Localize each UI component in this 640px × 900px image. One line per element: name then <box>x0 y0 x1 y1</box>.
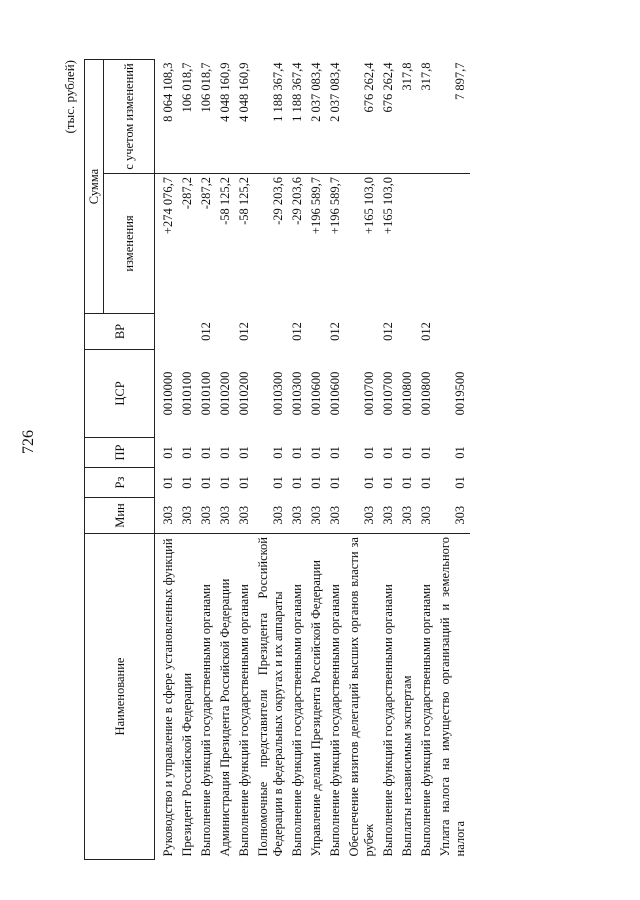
table-row <box>197 60 216 860</box>
row-change: -287,2 <box>180 177 195 210</box>
row-name: Президент Российской Федерации <box>178 534 197 860</box>
row-csr: 0019500 <box>453 371 468 416</box>
row-change: -29 203,6 <box>290 177 305 225</box>
row-csr: 0010800 <box>400 371 415 416</box>
row-change: -58 125,2 <box>218 177 233 225</box>
row-name: Выполнение функций государственными органами <box>417 534 436 860</box>
row-total: 2 037 083,4 <box>326 60 345 174</box>
row-vr <box>398 314 417 350</box>
table-body <box>155 60 471 860</box>
row-total: 2 037 083,4 <box>307 60 326 174</box>
table-row <box>254 60 288 860</box>
row-pr: 01 <box>218 446 233 459</box>
row-min: 303 <box>290 505 305 525</box>
row-min: 303 <box>419 505 434 525</box>
row-pr: 01 <box>362 446 377 459</box>
row-vr: 012 <box>419 322 434 341</box>
header-pr: ПР <box>85 438 155 468</box>
row-change: +165 103,0 <box>362 177 377 235</box>
units-caption: (тыс. рублей) <box>62 60 77 134</box>
row-csr: 0010200 <box>237 371 252 416</box>
header-vr: ВР <box>85 314 155 350</box>
table-row <box>345 60 379 860</box>
rotated-document-page <box>60 60 580 860</box>
row-name: Выполнение функций государственными органами <box>235 534 254 860</box>
row-vr <box>155 314 179 350</box>
row-min: 303 <box>328 505 343 525</box>
row-name: Обеспечение визитов делегаций высших органов власти за рубеж <box>345 534 379 860</box>
row-name: Администрация Президента Российской Федерации <box>216 534 235 860</box>
row-vr: 012 <box>290 322 305 341</box>
row-csr: 0010000 <box>161 371 176 416</box>
row-change: -287,2 <box>199 177 214 210</box>
row-change <box>398 174 417 314</box>
row-total: 676 262,4 <box>379 60 398 174</box>
row-name: Выполнение функций государственными органами <box>197 534 216 860</box>
table-row <box>417 60 436 860</box>
row-rz: 01 <box>400 476 415 489</box>
table-row <box>216 60 235 860</box>
row-pr: 01 <box>271 446 286 459</box>
row-csr: 0010700 <box>362 371 377 416</box>
row-total: 1 188 367,4 <box>288 60 307 174</box>
row-min: 303 <box>309 505 324 525</box>
row-rz: 01 <box>419 476 434 489</box>
row-name: Уплата налога на имущество организаций и земельного налога <box>436 534 470 860</box>
table-row <box>288 60 307 860</box>
row-change <box>417 174 436 314</box>
row-rz: 01 <box>199 476 214 489</box>
row-pr: 01 <box>309 446 324 459</box>
table-row <box>436 60 470 860</box>
table-row <box>235 60 254 860</box>
row-min: 303 <box>362 505 377 525</box>
row-rz: 01 <box>218 476 233 489</box>
row-csr: 0010100 <box>199 371 214 416</box>
row-rz: 01 <box>180 476 195 489</box>
row-vr <box>436 314 470 350</box>
row-csr: 0010600 <box>309 371 324 416</box>
row-csr: 0010600 <box>328 371 343 416</box>
row-total: 676 262,4 <box>345 60 379 174</box>
row-name: Руководство и управление в сфере установленных функций <box>155 534 179 860</box>
row-csr: 0010800 <box>419 371 434 416</box>
table-header <box>85 60 155 860</box>
row-min: 303 <box>237 505 252 525</box>
table-row <box>307 60 326 860</box>
row-min: 303 <box>180 505 195 525</box>
row-vr <box>216 314 235 350</box>
row-pr: 01 <box>237 446 252 459</box>
row-csr: 0010100 <box>180 371 195 416</box>
row-name: Выполнение функций государственными органами <box>288 534 307 860</box>
row-min: 303 <box>218 505 233 525</box>
row-name: Полномочные представители Президента Российской Федерации в федеральных округах и их аппараты <box>254 534 288 860</box>
header-name: Наименование <box>85 534 155 860</box>
row-total: 317,8 <box>398 60 417 174</box>
header-change: изменения <box>104 174 155 314</box>
row-pr: 01 <box>453 446 468 459</box>
header-sum: Сумма <box>85 60 104 314</box>
row-total: 4 048 160,9 <box>235 60 254 174</box>
row-rz: 01 <box>271 476 286 489</box>
row-pr: 01 <box>290 446 305 459</box>
row-csr: 0010300 <box>271 371 286 416</box>
row-csr: 0010300 <box>290 371 305 416</box>
table-row <box>155 60 179 860</box>
header-rz: Рз <box>85 468 155 498</box>
row-min: 303 <box>453 505 468 525</box>
row-vr: 012 <box>381 322 396 341</box>
row-pr: 01 <box>180 446 195 459</box>
row-vr <box>307 314 326 350</box>
page-number: 726 <box>20 430 37 454</box>
row-vr: 012 <box>199 322 214 341</box>
table-row <box>178 60 197 860</box>
row-min: 303 <box>271 505 286 525</box>
row-rz: 01 <box>453 476 468 489</box>
row-min: 303 <box>199 505 214 525</box>
table-row <box>326 60 345 860</box>
row-rz: 01 <box>381 476 396 489</box>
row-pr: 01 <box>199 446 214 459</box>
row-vr <box>178 314 197 350</box>
row-pr: 01 <box>328 446 343 459</box>
row-change <box>436 174 470 314</box>
row-vr: 012 <box>328 322 343 341</box>
table-row <box>398 60 417 860</box>
row-rz: 01 <box>237 476 252 489</box>
row-min: 303 <box>400 505 415 525</box>
row-vr <box>254 314 288 350</box>
row-total: 8 064 108,3 <box>155 60 179 174</box>
row-pr: 01 <box>419 446 434 459</box>
row-name: Выполнение функций государственными органами <box>326 534 345 860</box>
row-total: 7 897,7 <box>436 60 470 174</box>
table-row <box>379 60 398 860</box>
row-total: 4 048 160,9 <box>216 60 235 174</box>
row-total: 106 018,7 <box>197 60 216 174</box>
row-pr: 01 <box>400 446 415 459</box>
row-change: +165 103,0 <box>381 177 396 235</box>
row-csr: 0010200 <box>218 371 233 416</box>
row-change: +274 076,7 <box>161 177 176 235</box>
header-csr: ЦСР <box>85 350 155 438</box>
row-name: Выполнение функций государственными органами <box>379 534 398 860</box>
row-min: 303 <box>161 505 176 525</box>
row-change: -29 203,6 <box>271 177 286 225</box>
row-total: 106 018,7 <box>178 60 197 174</box>
row-pr: 01 <box>161 446 176 459</box>
row-total: 317,8 <box>417 60 436 174</box>
row-name: Выплаты независимым экспертам <box>398 534 417 860</box>
row-csr: 0010700 <box>381 371 396 416</box>
row-rz: 01 <box>290 476 305 489</box>
row-change: -58 125,2 <box>237 177 252 225</box>
row-name: Управление делами Президента Российской Федерации <box>307 534 326 860</box>
row-total: 1 188 367,4 <box>254 60 288 174</box>
row-rz: 01 <box>362 476 377 489</box>
row-min: 303 <box>381 505 396 525</box>
header-min: Мин <box>85 498 155 534</box>
row-rz: 01 <box>309 476 324 489</box>
budget-table <box>84 59 470 860</box>
header-with-changes: с учетом изменений <box>104 60 155 174</box>
row-change: +196 589,7 <box>328 177 343 235</box>
row-rz: 01 <box>328 476 343 489</box>
row-vr: 012 <box>237 322 252 341</box>
row-rz: 01 <box>161 476 176 489</box>
row-pr: 01 <box>381 446 396 459</box>
row-change: +196 589,7 <box>309 177 324 235</box>
row-vr <box>345 314 379 350</box>
